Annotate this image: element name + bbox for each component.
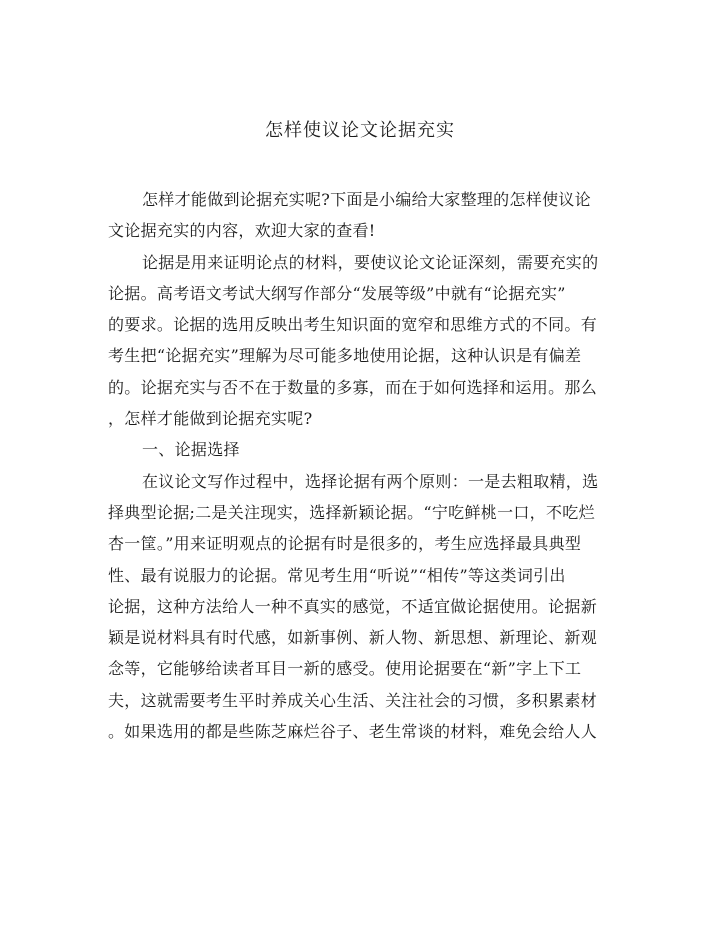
document-title: 怎样使议论文论据充实 xyxy=(265,120,455,141)
paragraph-line: 考生把“论据充实”理解为尽可能多地使用论据，这种认识是有偏差 xyxy=(108,346,582,366)
paragraph-line: 颖是说材料具有时代感，如新事例、新人物、新思想、新理论、新观 xyxy=(108,628,598,648)
section-heading: 一、论据选择 xyxy=(142,440,240,460)
paragraph-line: 的。论据充实与否不在于数量的多寡，而在于如何选择和运用。那么 xyxy=(108,377,598,397)
paragraph-line: 念等，它能够给读者耳目一新的感受。使用论据要在“新”字上下工 xyxy=(108,659,582,679)
paragraph-line: 择典型论据;二是关注现实，选择新颖论据。“宁吃鲜桃一口，不吃烂 xyxy=(108,502,595,522)
paragraph-line: 杏一筐。”用来证明观点的论据有时是很多的，考生应选择最具典型 xyxy=(108,534,582,554)
paragraph-line: 论据。高考语文考试大纲写作部分“发展等级”中就有“论据充实” xyxy=(108,283,566,303)
paragraph-line: 论据，这种方法给人一种不真实的感觉，不适宜做论据使用。论据新 xyxy=(108,596,598,616)
paragraph-line: 。如果选用的都是些陈芝麻烂谷子、老生常谈的材料，难免会给人人 xyxy=(108,722,598,742)
paragraph-line: 怎样才能做到论据充实呢?下面是小编给大家整理的怎样使议论 xyxy=(142,190,591,209)
paragraph-line: 文论据充实的内容，欢迎大家的查看! xyxy=(108,221,376,241)
paragraph-line: 夫，这就需要考生平时养成关心生活、关注社会的习惯，多积累素材 xyxy=(108,690,598,710)
paragraph-line: 在议论文写作过程中，选择论据有两个原则：一是去粗取精，选 xyxy=(142,471,599,491)
paragraph-line: ，怎样才能做到论据充实呢? xyxy=(108,409,313,429)
document-body xyxy=(108,184,612,747)
paragraph-line: 性、最有说服力的论据。常见考生用“听说”“相传”等这类词引出 xyxy=(108,565,566,585)
paragraph-line: 论据是用来证明论点的材料，要使议论文论证深刻，需要充实的 xyxy=(142,252,599,272)
paragraph-line: 的要求。论据的选用反映出考生知识面的宽窄和思维方式的不同。有 xyxy=(108,315,598,335)
